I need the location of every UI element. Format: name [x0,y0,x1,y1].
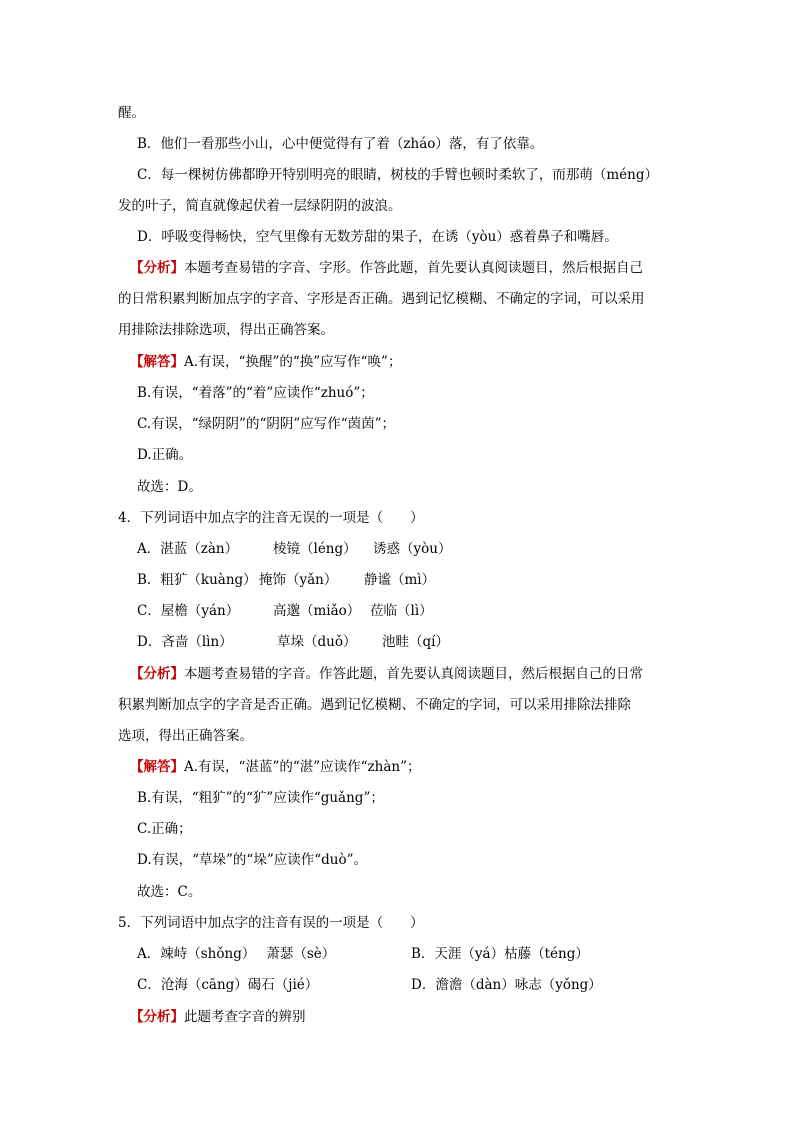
q4-analysis-tag: 【分析】 [130,666,184,682]
q4-analysis-line1: 本题考查易错的字音。作答此题，首先要认真阅读题目，然后根据自己的日常 [184,666,643,682]
q4-choice-text: 故选：C。 [137,884,202,900]
answer-paragraph [130,352,401,372]
analysis-paragraph [130,258,643,278]
q4-option-a-2: 棱镜（léng） [273,541,357,557]
q4-option-b-3: 静谧（mì） [364,572,436,588]
q4-option-row [137,632,597,652]
answer-tag: 【解答】 [130,354,184,370]
analysis-line1: 本题考查易错的字音、字形。作答此题，首先要认真阅读题目，然后根据自己 [184,260,643,276]
q4-option-row [137,570,597,590]
analysis-line2: 的日常积累判断加点字的字音、字形是否正确。遇到记忆模糊、不确定的字词，可以采用 [118,291,645,307]
option-d: D．呼吸变得畅快，空气里像有无数芳甜的果子，在诱（yòu）惑着鼻子和嘴唇。 [137,229,618,245]
answer-c: C.有误，“绿阴阴”的“阴阴”应写作“茵茵”； [137,416,396,432]
q4-answer-c: C.正确； [137,821,192,837]
q5-option-c: C．沧海（cāng）碣石（jié） [137,977,319,993]
q4-option-a-3: 诱惑（yòu） [373,541,452,557]
q4-answer-a: A.有误，“湛蓝”的“湛”应读作“zhàn”； [184,759,421,775]
q5-option-a: A．竦峙（shǒng） 萧瑟（sè） [137,946,336,962]
q5-analysis-tag: 【分析】 [130,1009,184,1025]
q4-answer-tag: 【解答】 [130,759,184,775]
q5-option-b: B．天涯（yá）枯藤（téng） [411,946,589,962]
q4-answer-d: D.有误，“草垛”的“垛”应读作“duò”。 [137,852,368,868]
q4-option-d-2: 草垛（duǒ） [277,634,357,650]
option-c-line1: C．每一棵树仿佛都睁开特别明亮的眼睛，树枝的手臂也顿时柔软了，而那萌（méng） [137,167,658,183]
q4-answer-b: B.有误，“粗犷”的“犷”应读作“guǎng”； [137,790,384,806]
q4-option-c-3: 莅临（lì） [370,603,433,619]
q4-option-b-1: B．粗犷（kuàng） [137,572,257,588]
q4-analysis-line2: 积累判断加点字的字音是否正确。遇到记忆模糊、不确定的字词，可以采用排除法排除 [118,697,631,713]
q4-analysis-line3: 选项，得出正确答案。 [118,728,253,744]
prev-cont-text: 醒。 [118,105,145,121]
q4-option-row [137,601,597,621]
q4-analysis-paragraph [130,664,643,684]
q4-option-row [137,539,597,559]
q4-option-d-3: 池畦（qí） [382,634,449,650]
answer-d: D.正确。 [137,447,193,463]
q4-title: 4．下列词语中加点字的注音无误的一项是（ ） [118,510,424,526]
q4-option-b-2: 掩饰（yǎn） [259,572,338,588]
option-c-line2: 发的叶子，简直就像起伏着一层绿阴阴的波浪。 [118,198,402,214]
q4-answer-paragraph [130,757,421,777]
q4-option-d-1: D．吝啬（lìn） [137,634,233,650]
q4-option-c-2: 高邈（miǎo） [273,603,361,619]
q4-option-c-1: C．屋檐（yán） [137,603,240,619]
analysis-tag: 【分析】 [130,260,184,276]
q5-analysis-paragraph [130,1007,306,1027]
answer-b: B.有误，“着落”的“着”应读作“zhuó”； [137,385,374,401]
q5-option-row [137,944,637,964]
answer-a: A.有误，“换醒”的“换”应写作“唤”； [184,354,402,370]
q5-title: 5．下列词语中加点字的注音有误的一项是（ ） [118,915,424,931]
q4-option-a-1: A．湛蓝（zàn） [137,541,239,557]
q5-option-row [137,975,637,995]
choice-text: 故选：D。 [137,479,202,495]
q5-option-d: D．澹澹（dàn）咏志（yǒng） [411,977,602,993]
option-b: B．他们一看那些小山，心中便觉得有了着（zháo）落，有了依靠。 [137,136,544,152]
analysis-line3: 用排除法排除选项，得出正确答案。 [118,322,334,338]
q5-analysis-line1: 此题考查字音的辨别 [184,1009,306,1025]
